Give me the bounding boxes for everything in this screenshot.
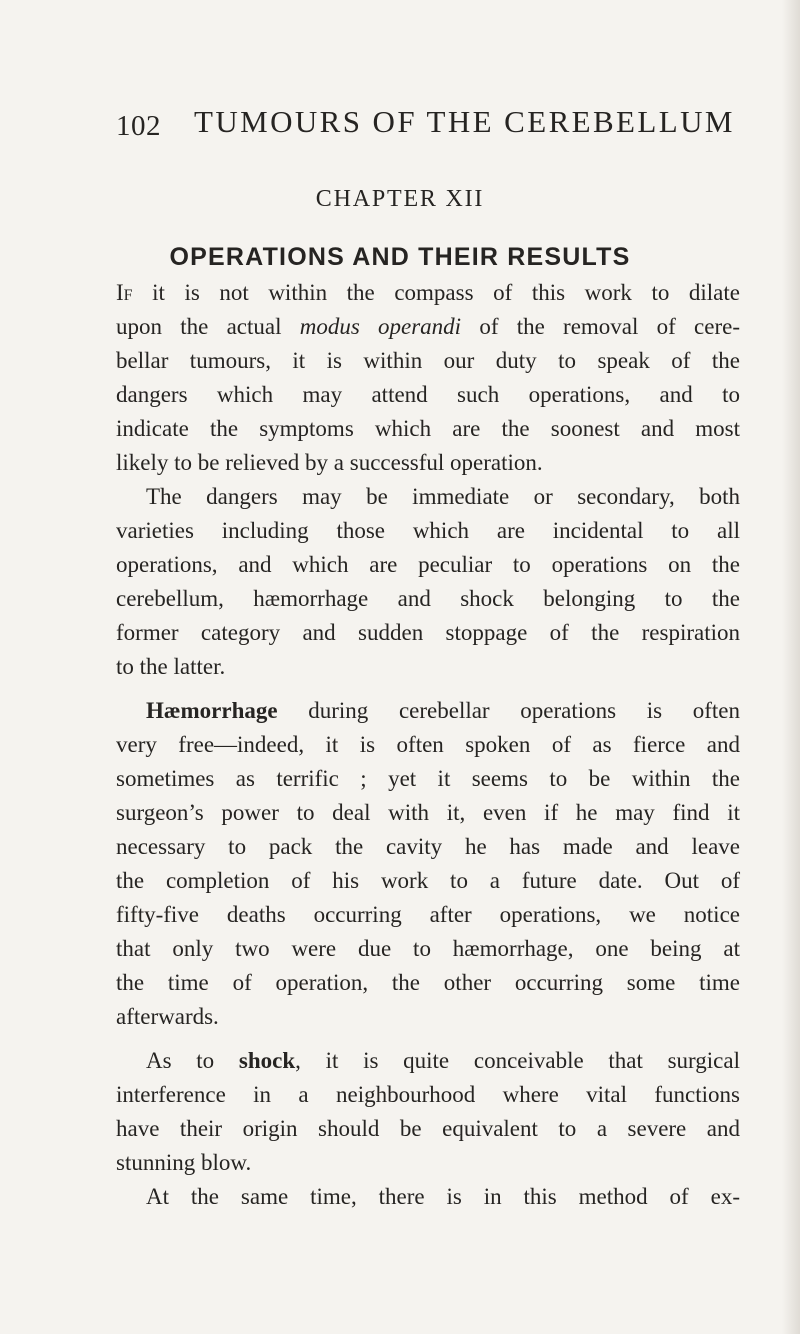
text-line: afterwards. bbox=[116, 1004, 219, 1029]
line-text: As to bbox=[146, 1048, 239, 1073]
text-line: likely to be relieved by a successful operation. bbox=[116, 450, 543, 475]
text-line: surgeon’s power to deal with it, even if he may find it bbox=[116, 800, 740, 825]
paragraph-2 bbox=[116, 480, 740, 684]
text-line: The dangers may be immediate or secondary, both bbox=[146, 484, 740, 509]
line-text: , it is quite conceivable that surgical bbox=[295, 1048, 740, 1073]
line-text: during cerebellar operations is often bbox=[277, 698, 740, 723]
body-text bbox=[116, 276, 740, 1214]
text-line: very free—indeed, it is often spoken of as fierce and bbox=[116, 732, 740, 757]
text-line: to the latter. bbox=[116, 654, 226, 679]
line-text: it is not within the compass of this work to dilate bbox=[132, 280, 740, 305]
running-head bbox=[0, 104, 800, 164]
running-title: TUMOURS OF THE CEREBELLUM bbox=[194, 104, 735, 139]
text-line: have their origin should be equivalent to a severe and bbox=[116, 1116, 740, 1141]
text-line bbox=[116, 1044, 740, 1078]
chapter-title: OPERATIONS AND THEIR RESULTS bbox=[169, 243, 631, 271]
text-line bbox=[116, 694, 740, 728]
text-line: stunning blow. bbox=[116, 1150, 252, 1175]
paragraph-gap bbox=[116, 1034, 740, 1044]
text-line bbox=[116, 276, 740, 310]
paragraph-1 bbox=[116, 276, 740, 480]
paragraph-initial: If bbox=[116, 280, 133, 305]
text-line: the completion of his work to a future date. Out of bbox=[116, 868, 740, 893]
text-line: necessary to pack the cavity he has made and leave bbox=[116, 834, 740, 859]
text-line: interference in a neighbourhood where vital functions bbox=[116, 1082, 740, 1107]
text-line: operations, and which are peculiar to operations on the bbox=[116, 552, 740, 577]
text-line: former category and sudden stoppage of the respiration bbox=[116, 620, 740, 645]
text-line bbox=[116, 310, 740, 344]
text-line: dangers which may attend such operations, and to bbox=[116, 382, 740, 407]
text-line: the time of operation, the other occurring some time bbox=[116, 970, 740, 995]
line-text: upon the actual bbox=[116, 314, 300, 339]
text-line: fifty-five deaths occurring after operations, we notice bbox=[116, 902, 740, 927]
paragraph-3 bbox=[116, 694, 740, 1034]
paragraph-4 bbox=[116, 1044, 740, 1180]
text-line: sometimes as terrific ; yet it seems to be within the bbox=[116, 766, 740, 791]
text-line: bellar tumours, it is within our duty to speak of the bbox=[116, 348, 740, 373]
text-line: At the same time, there is in this method of ex- bbox=[146, 1184, 740, 1209]
line-text: of the removal of cere- bbox=[461, 314, 740, 339]
text-line: that only two were due to hæmorrhage, one being at bbox=[116, 936, 740, 961]
page-number: 102 bbox=[116, 110, 161, 142]
bold-lead-word: Hæmorrhage bbox=[146, 698, 278, 723]
bold-lead-word: shock bbox=[238, 1048, 296, 1073]
chapter-number: CHAPTER XII bbox=[315, 186, 485, 212]
italic-phrase: modus operandi bbox=[299, 314, 462, 339]
paragraph-5 bbox=[116, 1180, 740, 1214]
paragraph-gap bbox=[116, 684, 740, 694]
text-line: varieties including those which are incidental to all bbox=[116, 518, 740, 543]
text-line: indicate the symptoms which are the soonest and most bbox=[116, 416, 740, 441]
text-line: cerebellum, hæmorrhage and shock belonging to the bbox=[116, 586, 740, 611]
